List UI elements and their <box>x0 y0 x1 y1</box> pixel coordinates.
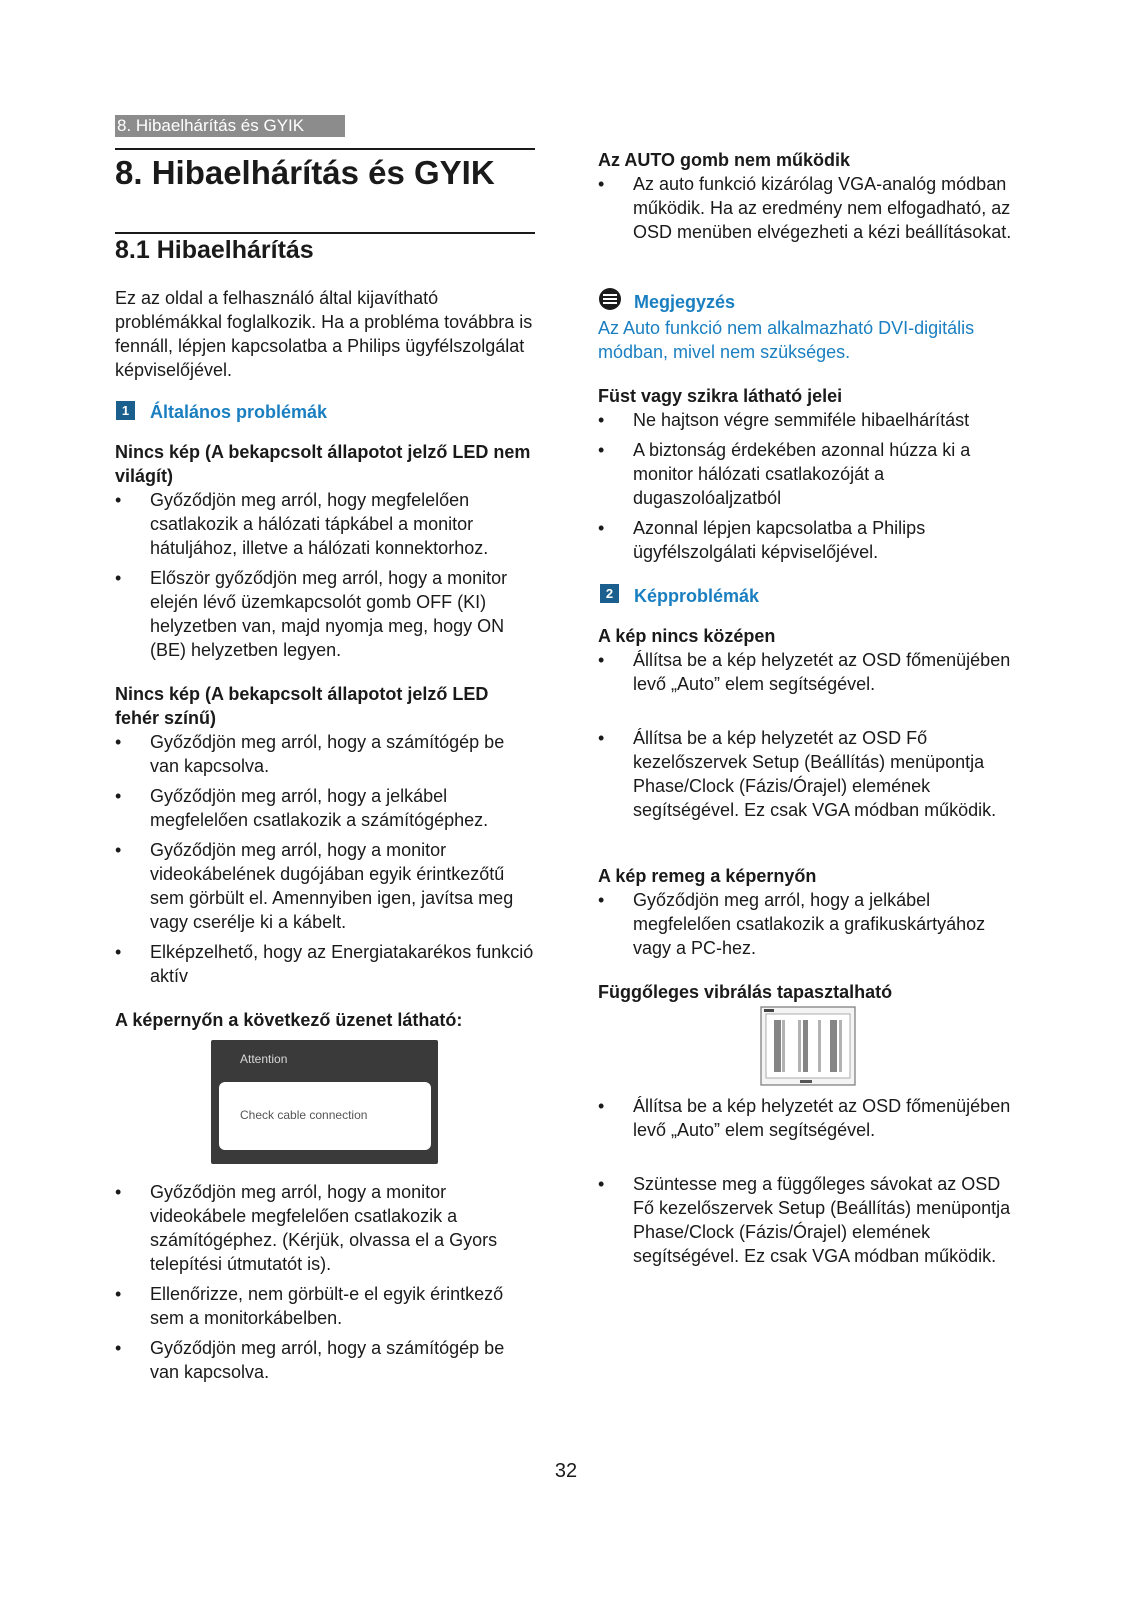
osd-attention-screen <box>211 1040 438 1164</box>
osd-attention-label: Attention <box>240 1052 288 1066</box>
section-number-badge: 1 <box>116 401 135 420</box>
bullet: • <box>598 174 605 194</box>
list-item <box>598 1172 1018 1268</box>
list-item-text: Állítsa be a kép helyzetét az OSD főmenüjében levő „Auto” elem segítségével. <box>633 650 1011 694</box>
list-item <box>598 408 1018 432</box>
vertical-flicker-illustration <box>760 1006 856 1086</box>
list-item <box>598 172 1018 244</box>
list-item <box>598 888 1018 960</box>
heading-not-centered: A kép nincs középen <box>598 626 776 646</box>
list-item-text: Győződjön meg arról, hogy a számítógép be van kapcsolva. <box>150 732 505 776</box>
heading-picture-shakes: A kép remeg a képernyőn <box>598 866 817 886</box>
heading-screen-message: A képernyőn a következő üzenet látható: <box>115 1010 463 1030</box>
list-item-text: Ne hajtson végre semmiféle hibaelhárítást <box>633 410 970 430</box>
bullet: • <box>115 1338 122 1358</box>
list-item-text: Ellenőrizze, nem görbült-e el egyik érintkező sem a monitorkábelben. <box>150 1284 504 1328</box>
list-item-text: Győződjön meg arról, hogy a jelkábel megfelelően csatlakozik a grafikuskártyához vagy a PC-hez. <box>633 890 986 958</box>
list-item <box>115 488 535 560</box>
note-icon <box>598 287 622 311</box>
section-heading-general: Általános problémák <box>150 402 328 422</box>
list-item <box>115 566 535 662</box>
note-text: Az Auto funkció nem alkalmazható DVI-digitális módban, mivel nem szükséges. <box>598 318 975 362</box>
heading-auto-button: Az AUTO gomb nem működik <box>598 150 851 170</box>
list-item-text: Állítsa be a kép helyzetét az OSD Fő kezelőszervek Setup (Beállítás) menüpontja Phase/Clock (Fázis/Órajel) elemének segítségével. Ez csak VGA módban működik. <box>633 728 997 820</box>
osd-message-text: Check cable connection <box>240 1108 368 1122</box>
list-item-text: Győződjön meg arról, hogy a számítógép be van kapcsolva. <box>150 1338 505 1382</box>
list-item-text: Győződjön meg arról, hogy a monitor videokábelének dugójában egyik érintkezőtű sem görbült el. Amennyiben igen, javítsa meg vagy cserélje ki a kábelt. <box>150 840 514 932</box>
section-heading-picture: Képproblémák <box>634 586 760 606</box>
osd-message-box <box>219 1082 431 1150</box>
list-item-text: Először győződjön meg arról, hogy a monitor elején lévő üzemkapcsolót gomb OFF (KI) helyzetben van, majd nyomja meg, hogy ON (BE) helyzetben legyen. <box>150 568 508 660</box>
bullet: • <box>115 840 122 860</box>
list-item <box>598 726 1018 822</box>
bullet: • <box>115 942 122 962</box>
list-item-text: Győződjön meg arról, hogy megfelelően csatlakozik a hálózati tápkábel a monitor hátuljához, illetve a hálózati konnektorhoz. <box>150 490 489 558</box>
list-item <box>115 784 535 832</box>
list-item <box>115 1336 535 1384</box>
bullet: • <box>115 568 122 588</box>
note-heading: Megjegyzés <box>634 292 736 312</box>
bullet: • <box>598 1096 605 1116</box>
list-item <box>115 940 535 988</box>
list-item-text: Elképzelhető, hogy az Energiatakarékos funkció aktív <box>150 942 534 986</box>
bullet: • <box>598 1174 605 1194</box>
heading-smoke-sparks: Füst vagy szikra látható jelei <box>598 386 843 406</box>
page-title: 8. Hibaelhárítás és GYIK <box>115 154 495 191</box>
bullet: • <box>115 786 122 806</box>
list-item <box>115 1180 535 1276</box>
list-item-text: Az auto funkció kizárólag VGA-analóg módban működik. Ha az eredmény nem elfogadható, az OSD menüben elvégezheti a kézi beállításokat. <box>633 174 1012 242</box>
section-number-badge: 2 <box>600 584 619 603</box>
list-item <box>598 648 1018 696</box>
bullet: • <box>598 410 605 430</box>
bullet: • <box>115 1284 122 1304</box>
list-item-text: Szüntesse meg a függőleges sávokat az OSD Fő kezelőszervek Setup (Beállítás) menüpontja Phase/Clock (Fázis/Órajel) elemének segítségével. Ez csak VGA módban működik. <box>633 1174 1011 1266</box>
page-number: 32 <box>554 1460 578 1482</box>
bullet: • <box>598 650 605 670</box>
list-item <box>598 438 1018 510</box>
bullet: • <box>115 732 122 752</box>
list-item-text: Győződjön meg arról, hogy a jelkábel megfelelően csatlakozik a számítógéphez. <box>150 786 489 830</box>
bullet: • <box>598 728 605 748</box>
intro-paragraph: Ez az oldal a felhasználó által kijavítható problémákkal foglalkozik. Ha a probléma továbbra is fennáll, lépjen kapcsolatba a Philips ügyfélszolgálat képviselőjével. <box>115 288 533 380</box>
list-item <box>598 1094 1018 1142</box>
heading-no-picture-led-white: Nincs kép (A bekapcsolt állapotot jelző LED fehér színű) <box>115 684 489 728</box>
list-item-text: A biztonság érdekében azonnal húzza ki a monitor hálózati csatlakozóját a dugaszolóaljzatból <box>633 440 971 508</box>
list-item <box>115 730 535 778</box>
title-rule <box>115 148 535 150</box>
subtitle-rule <box>115 232 535 234</box>
list-item-text: Azonnal lépjen kapcsolatba a Philips ügyfélszolgálati képviselőjével. <box>633 518 926 562</box>
list-item <box>115 1282 535 1330</box>
bullet: • <box>598 440 605 460</box>
heading-no-picture-led-off: Nincs kép (A bekapcsolt állapotot jelző LED nem világít) <box>115 442 531 486</box>
bullet: • <box>115 1182 122 1202</box>
section-subtitle: 8.1 Hibaelhárítás <box>115 236 314 264</box>
list-item <box>598 516 1018 564</box>
bullet: • <box>598 890 605 910</box>
bullet: • <box>598 518 605 538</box>
list-item <box>115 838 535 934</box>
list-item-text: Győződjön meg arról, hogy a monitor videokábele megfelelően csatlakozik a számítógéphez. (Kérjük, olvassa el a Gyors telepítési útmutatót is). <box>150 1182 498 1274</box>
heading-vertical-flicker: Függőleges vibrálás tapasztalható <box>598 982 893 1002</box>
bullet: • <box>115 490 122 510</box>
chapter-tag: 8. Hibaelhárítás és GYIK <box>115 115 345 137</box>
list-item-text: Állítsa be a kép helyzetét az OSD főmenüjében levő „Auto” elem segítségével. <box>633 1096 1011 1140</box>
